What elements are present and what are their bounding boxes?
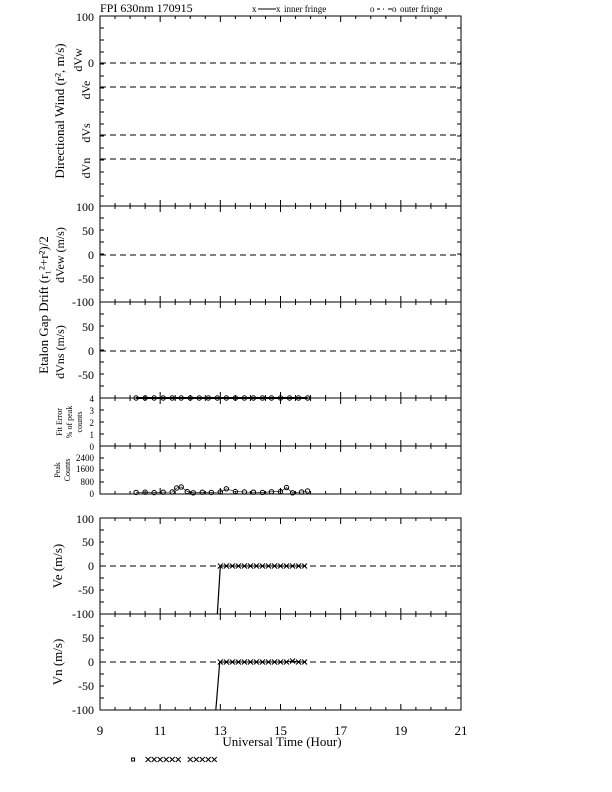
etalon-ew-tick-50: 50 xyxy=(82,224,94,238)
panel-directional-frame xyxy=(100,16,461,206)
panel-vn xyxy=(50,614,461,717)
x-tick-label: 9 xyxy=(96,723,104,738)
directional-label-dve: dVe xyxy=(79,80,93,100)
x-tick-label: 17 xyxy=(334,723,348,738)
ve-tick-m50: -50 xyxy=(78,583,94,597)
legend-outer-marker-left: o xyxy=(370,4,375,14)
x-tick-label: 15 xyxy=(274,723,287,738)
etalon-ew-tick-m50: -50 xyxy=(78,272,94,286)
fit-error-ylabel-1: Fit Error xyxy=(55,408,64,436)
etalon-ew-label: dVew (m/s) xyxy=(53,227,67,283)
vn-tick-50: 50 xyxy=(82,631,94,645)
panel-etalon-ew-frame xyxy=(100,206,461,302)
directional-label-dvn: dVn xyxy=(79,157,93,179)
x-tick-label: 13 xyxy=(213,723,227,738)
vn-tick-m100: -100 xyxy=(72,703,94,717)
directional-top-tick: 100 xyxy=(76,10,94,24)
legend-inner-marker-left: x xyxy=(252,4,257,14)
vn-tick-m50: -50 xyxy=(78,679,94,693)
ve-tick-m100: -100 xyxy=(72,607,94,621)
etalon-ylabel: Etalon Gap Drift (r₁²+r²)/2 xyxy=(36,236,51,374)
fit-error-tick-3: 3 xyxy=(89,406,94,416)
fit-error-tick-0: 0 xyxy=(89,442,94,452)
ve-tick-0: 0 xyxy=(88,559,94,573)
ve-ylabel: Ve (m/s) xyxy=(50,543,65,589)
figure-title: FPI 630nm 170915 xyxy=(100,1,193,15)
etalon-ns-tick-50: 50 xyxy=(82,320,94,334)
x-tick-label: 21 xyxy=(454,723,468,738)
directional-zero-tick: 0 xyxy=(88,56,94,70)
directional-ylabel: Directional Wind (r², m/s) xyxy=(52,43,67,179)
directional-label-dvw: dVw xyxy=(71,48,85,72)
peak-counts-tick-2400: 2400 xyxy=(76,453,94,463)
etalon-ns-tick-0: 0 xyxy=(88,344,94,358)
legend-outer-marker-right: o xyxy=(392,4,397,14)
fit-error-tick-2: 2 xyxy=(89,418,94,428)
x-tick-label: 19 xyxy=(394,723,408,738)
panel-directional-wind xyxy=(52,10,461,214)
fit-error-ylabel-2: % of peak xyxy=(65,405,74,439)
peak-counts-ylabel-1: Peak xyxy=(53,462,62,478)
fit-error-tick-1: 1 xyxy=(89,430,94,440)
fit-error-ylabel-3: counts xyxy=(75,411,84,433)
vn-ylabel: Vn (m/s) xyxy=(50,638,65,686)
legend-inner-fringe xyxy=(252,4,326,14)
etalon-ns-tick-m50: -50 xyxy=(78,368,94,382)
legend-inner-label: inner fringe xyxy=(284,4,327,14)
cloud-outer-mark xyxy=(132,758,135,761)
vn-tick-0: 0 xyxy=(88,655,94,669)
panel-etalon-ew xyxy=(53,206,461,309)
legend-outer-label: outer fringe xyxy=(400,4,443,14)
directional-bottom-tick: 100 xyxy=(76,200,94,214)
axis-ticks xyxy=(97,16,468,738)
ve-jump-segment xyxy=(217,566,220,614)
legend-inner-marker-right: x xyxy=(276,4,281,14)
etalon-ew-tick-0: 0 xyxy=(88,248,94,262)
etalon-ew-tick-m100: -100 xyxy=(72,295,94,309)
panel-fit-error xyxy=(55,394,461,452)
ve-tick-100: 100 xyxy=(76,512,94,526)
vn-jump-segment xyxy=(216,662,220,710)
peak-counts-ylabel-2: Counts xyxy=(63,458,72,482)
peak-counts-tick-800: 800 xyxy=(80,477,94,487)
x-axis-label: Universal Time (Hour) xyxy=(222,734,342,749)
panel-peak-counts xyxy=(53,446,461,499)
peak-counts-tick-1600: 1600 xyxy=(76,464,94,474)
directional-label-dvs: dVs xyxy=(79,123,93,143)
panel-peak-counts-frame xyxy=(100,446,461,494)
ve-tick-50: 50 xyxy=(82,535,94,549)
fit-error-tick-4: 4 xyxy=(89,394,94,404)
etalon-ns-label: dVns (m/s) xyxy=(53,325,67,379)
legend-outer-fringe xyxy=(370,4,442,14)
peak-counts-tick-0: 0 xyxy=(89,489,94,499)
x-tick-label: 11 xyxy=(153,723,167,738)
panel-fit-error-frame xyxy=(100,398,461,446)
panel-etalon-ns-frame xyxy=(100,302,461,398)
